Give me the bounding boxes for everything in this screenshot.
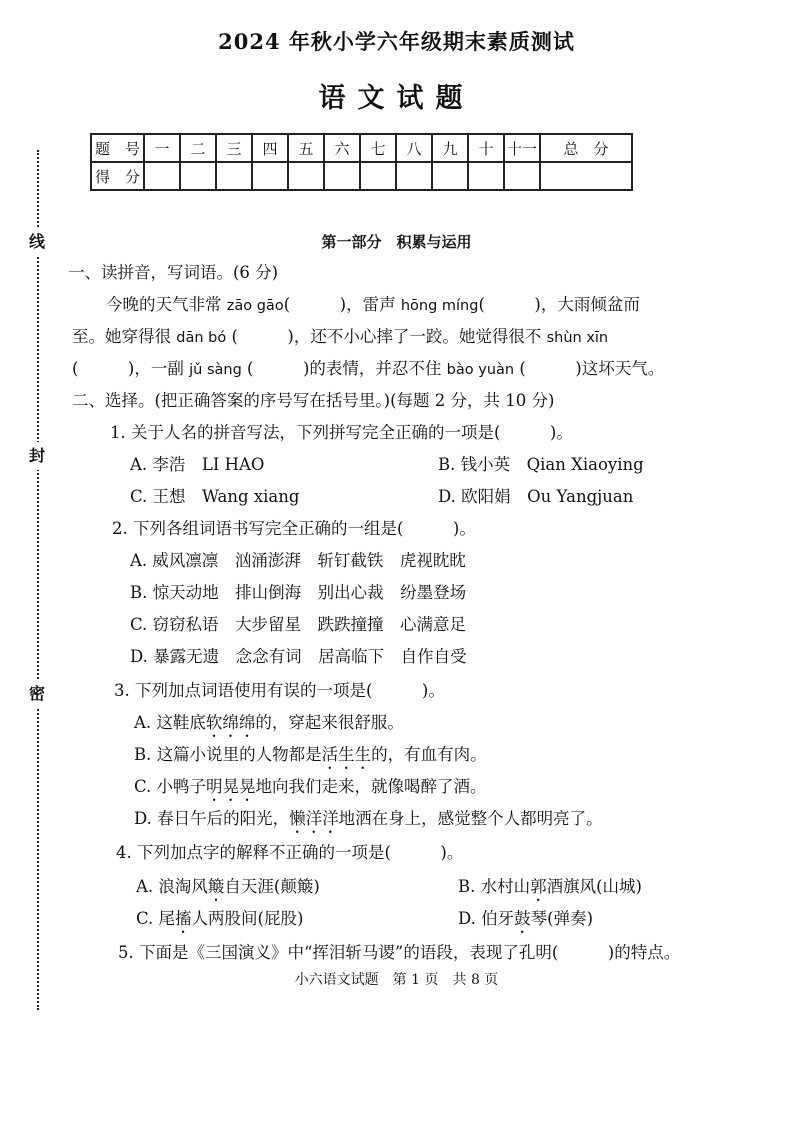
score-cell[interactable] [252, 162, 288, 190]
score-cell-total[interactable] [540, 162, 632, 190]
score-cell[interactable] [504, 162, 540, 190]
score-cell[interactable] [432, 162, 468, 190]
dotted-char: 郭 [530, 877, 547, 896]
option-text: B. 这篇小说里的人物都是 [134, 745, 322, 764]
q2-sub2-option-a: A. 威风凛凛 汹涌澎湃 斩钉截铁 虎视眈眈 [130, 551, 466, 570]
score-row-label: 得 分 [91, 162, 144, 190]
q2-sub4-option-a [136, 876, 320, 905]
score-table-header-row [91, 134, 632, 162]
option-text: C. 尾 [136, 909, 176, 928]
option-text: A. 浪淘风 [136, 877, 208, 896]
q1-line2 [72, 326, 608, 349]
q1-text: ( )，一副 [72, 359, 190, 378]
q2-sub3-option-b [134, 744, 487, 773]
part1-heading: 第一部分 积累与运用 [321, 233, 472, 251]
score-header-cell: 六 [324, 134, 360, 162]
score-header-cell: 九 [432, 134, 468, 162]
q2-sub4-option-d [458, 908, 593, 937]
option-text: 地洒在身上，感觉整个人都明亮了。 [338, 809, 603, 828]
binding-dotted-line [37, 150, 39, 1010]
score-header-cell: 五 [288, 134, 324, 162]
margin-label-xian: 线 [23, 228, 51, 256]
q1-text: ( )的表情，并忍不住 [241, 359, 447, 378]
q2-sub2-option-b: B. 惊天动地 排山倒海 别出心裁 纷墨登场 [130, 583, 467, 602]
score-header-cell: 四 [252, 134, 288, 162]
pinyin: bào yuàn [446, 362, 515, 378]
q1-text: 今晚的天气非常 [106, 295, 227, 314]
q2-sub2-option-d: D. 暴露无遗 念念有词 居高临下 自作自受 [130, 647, 467, 666]
option-text: D. 伯牙 [458, 909, 515, 928]
q2-sub2: 2. 下列各组词语书写完全正确的一组是( )。 [112, 519, 476, 538]
option-text: 的，有血有肉。 [371, 745, 487, 764]
q2-sub2-option-c: C. 窃窃私语 大步留星 跌跌撞撞 心满意足 [130, 615, 467, 634]
q1-text: ( )这坏天气。 [514, 359, 665, 378]
q2-title: 二、选择。(把正确答案的序号写在括号里。)(每题 2 分，共 10 分) [72, 391, 555, 410]
page-footer: 小六语文试题 第 1 页 共 8 页 [294, 972, 499, 988]
q1-line3 [72, 358, 664, 381]
q1-text: ( )，雷声 [283, 295, 401, 314]
option-text: D. 春日午后的阳光， [134, 809, 290, 828]
q2-sub1-option-c: C. 王想 Wang xiang [130, 487, 300, 506]
score-cell[interactable] [144, 162, 180, 190]
q2-sub1: 1. 关于人名的拼音写法，下列拼写完全正确的一项是( )。 [110, 423, 573, 442]
score-header-cell: 二 [180, 134, 216, 162]
q1-text: 至。她穿得很 [72, 327, 177, 346]
score-cell[interactable] [396, 162, 432, 190]
option-text: 的，穿起来很舒服。 [255, 713, 404, 732]
pinyin: shùn xīn [546, 330, 609, 346]
q2-sub4-option-b [458, 876, 642, 905]
score-header-cell: 一 [144, 134, 180, 162]
pinyin: jǔ sàng [189, 362, 242, 378]
score-table [90, 133, 633, 191]
q2-sub4-option-c [136, 908, 303, 937]
margin-label-mi: 密 [23, 680, 51, 708]
q2-sub1-option-b: B. 钱小英 Qian Xiaoying [438, 455, 644, 474]
dotted-char: 簸 [207, 877, 225, 896]
score-cell[interactable] [360, 162, 396, 190]
q2-sub3-option-a [134, 712, 404, 741]
score-header-cell: 题 号 [91, 134, 144, 162]
q2-sub5: 5. 下面是《三国演义》中“挥泪斩马谡”的语段，表现了孔明( )的特点。 [118, 943, 681, 962]
q2-sub3-option-d [134, 808, 603, 837]
dotted-word: 活生生 [321, 745, 372, 764]
q2-sub3: 3. 下列加点词语使用有误的一项是( )。 [114, 681, 445, 700]
option-text: 地向我们走来，就像喝醉了酒。 [255, 777, 487, 796]
q1-text: ( )，大雨倾盆而 [478, 295, 640, 314]
option-text: 酒旗风(山城) [546, 877, 642, 896]
q1-line1 [106, 294, 640, 317]
q2-sub3-option-c [134, 776, 487, 805]
option-text: 琴(弹奏) [530, 909, 594, 928]
score-header-cell: 三 [216, 134, 252, 162]
q1-title: 一、读拼音，写词语。(6 分) [68, 263, 279, 282]
score-cell[interactable] [468, 162, 504, 190]
score-cell[interactable] [324, 162, 360, 190]
score-header-cell: 总 分 [540, 134, 632, 162]
option-text: 自天涯(颠簸) [224, 877, 320, 896]
q2-sub1-option-d: D. 欧阳娟 Ou Yangjuan [438, 487, 634, 506]
option-text: A. 这鞋底 [134, 713, 206, 732]
dotted-word: 明晃晃 [206, 777, 256, 796]
score-cell[interactable] [180, 162, 216, 190]
dotted-char: 鼓 [514, 909, 531, 928]
score-header-cell: 十一 [504, 134, 540, 162]
margin-label-feng: 封 [23, 442, 51, 470]
pinyin: dān bó [176, 330, 227, 346]
subject-title: 语文试题 [318, 83, 475, 114]
q1-text: ( )，还不小心摔了一跤。她觉得很不 [226, 327, 547, 346]
dotted-word: 软绵绵 [205, 713, 256, 732]
score-header-cell: 八 [396, 134, 432, 162]
q2-sub1-option-a: A. 李浩 LI HAO [130, 455, 265, 474]
q2-sub4: 4. 下列加点字的解释不正确的一项是( )。 [116, 843, 464, 862]
score-cell[interactable] [288, 162, 324, 190]
exam-title: 2024 年秋小学六年级期末素质测试 [218, 29, 575, 54]
score-cell[interactable] [216, 162, 252, 190]
option-text: C. 小鸭子 [134, 777, 207, 796]
option-text: B. 水村山 [458, 877, 531, 896]
score-header-cell: 十 [468, 134, 504, 162]
option-text: 人两股间(屁股) [191, 909, 304, 928]
score-header-cell: 七 [360, 134, 396, 162]
dotted-word: 懒洋洋 [289, 809, 339, 828]
score-table-score-row [91, 162, 632, 190]
pinyin: zāo gāo [226, 298, 284, 314]
dotted-char: 搐 [175, 909, 192, 928]
pinyin: hōng míng [400, 298, 479, 314]
